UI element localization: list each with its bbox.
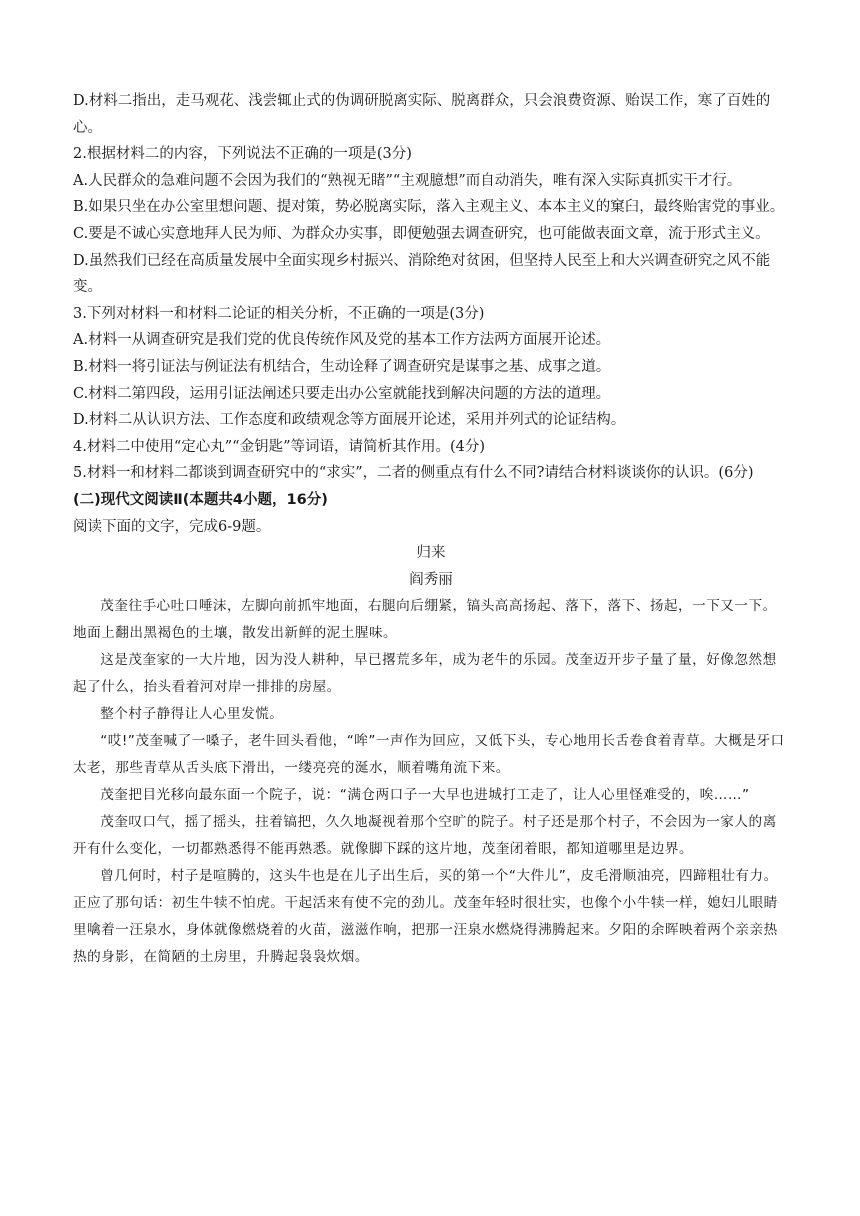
q4: 4.材料二中使用“定心丸”“金钥匙”等词语，请简析其作用。(4分): [73, 438, 486, 455]
story-paragraph: 曾几何时，村子是喧腾的，这头牛也是在儿子出生后，买的第一个“大件儿”，皮毛滑顺油亮，四蹄粗壮有力。正应了那句话：初生牛犊不怕虎。干起活来有使不完的劲儿。茂奎年轻时很壮实，也像个小牛犊一样，媳妇儿眼睛里噙着一汪泉水，身体就像燃烧着的火苗，滋滋作响，把那一汪泉水燃烧得沸腾起来。夕阳的余晖映着两个亲亲热热的身影，在简陋的土房里，升腾起袅袅炊烟。: [73, 868, 778, 966]
story-author: 阎秀丽: [409, 571, 453, 588]
q1-option-d: D.材料二指出，走马观花、浅尝辄止式的伪调研脱离实际、脱离群众，只会浪费资源、贻误工作，寒了百姓的心。: [73, 93, 771, 136]
story-body: [73, 593, 789, 971]
document-page: [73, 88, 789, 971]
q2-option-a: A.人民群众的急难问题不会因为我们的“熟视无睹”“主观臆想”而自动消失，唯有深入实际真抓实干才行。: [73, 172, 742, 189]
q2-stem: 2.根据材料二的内容，下列说法不正确的一项是(3分): [73, 146, 412, 163]
q2-option-d: D.虽然我们已经在高质量发展中全面实现乡村振兴、消除绝对贫困，但坚持人民至上和大兴调查研究之风不能变。: [73, 252, 771, 296]
q3-option-d: D.材料二从认识方法、工作态度和政绩观念等方面展开论述，采用并列式的论证结构。: [73, 412, 626, 429]
story-paragraph: 茂奎叹口气，摇了摇头，拄着镐把，久久地凝视着那个空旷的院子。村子还是那个村子，不会因为一家人的离开有什么变化，一切都熟悉得不能再熟悉。就像脚下踩的这片地，茂奎闭着眼，都知道哪里是边界。: [73, 814, 777, 858]
section-instruction: 阅读下面的文字，完成6-9题。: [73, 518, 271, 535]
section-heading: (二)现代文阅读Ⅱ(本题共4小题，16分): [73, 491, 328, 508]
story-paragraph: “哎!”茂奎喊了一嗓子，老牛回头看他，“哞”一声作为回应，又低下头，专心地用长舌卷食着青草。大概是牙口太老，那些青草从舌头底下滑出，一缕亮亮的涎水，顺着嘴角流下来。: [73, 733, 785, 777]
story-paragraph: 整个村子静得让人心里发慌。: [100, 706, 284, 723]
story-title: 归来: [416, 545, 446, 562]
q3-option-b: B.材料一将引证法与例证法有机结合，生动诠释了调查研究是谋事之基、成事之道。: [73, 358, 611, 375]
story-paragraph: 茂奎往手心吐口唾沫，左脚向前抓牢地面，右腿向后绷紧，镐头高高扬起、落下，落下、扬起，一下又一下。地面上翻出黑褐色的土壤，散发出新鲜的泥土腥味。: [73, 598, 777, 642]
story-paragraph: 茂奎把目光移向最东面一个院子，说：“满仓两口子一大早也进城打工走了，让人心里怪难受的，唉……”: [100, 787, 750, 804]
q2-option-c: C.要是不诚心实意地拜人民为师、为群众办实事，即便勉强去调查研究，也可能做表面文章，流于形式主义。: [73, 225, 770, 242]
q2-option-b: B.如果只坐在办公室里想问题、提对策，势必脱离实际，落入主观主义、本本主义的窠臼，最终贻害党的事业。: [73, 199, 785, 216]
story-paragraph: 这是茂奎家的一大片地，因为没人耕种，早已撂荒多年，成为老牛的乐园。茂奎迈开步子量了量，好像忽然想起了什么，抬头看着河对岸一排排的房屋。: [73, 652, 777, 696]
q3-option-a: A.材料一从调查研究是我们党的优良传统作风及党的基本工作方法两方面展开论述。: [73, 332, 611, 349]
q5: 5.材料一和材料二都谈到调查研究中的“求实”，二者的侧重点有什么不同?请结合材料谈谈你的认识。(6分): [73, 465, 754, 482]
q3-option-c: C.材料二第四段，运用引证法阐述只要走出办公室就能找到解决问题的方法的道理。: [73, 385, 611, 402]
q3-stem: 3.下列对材料一和材料二论证的相关分析，不正确的一项是(3分): [73, 305, 485, 322]
